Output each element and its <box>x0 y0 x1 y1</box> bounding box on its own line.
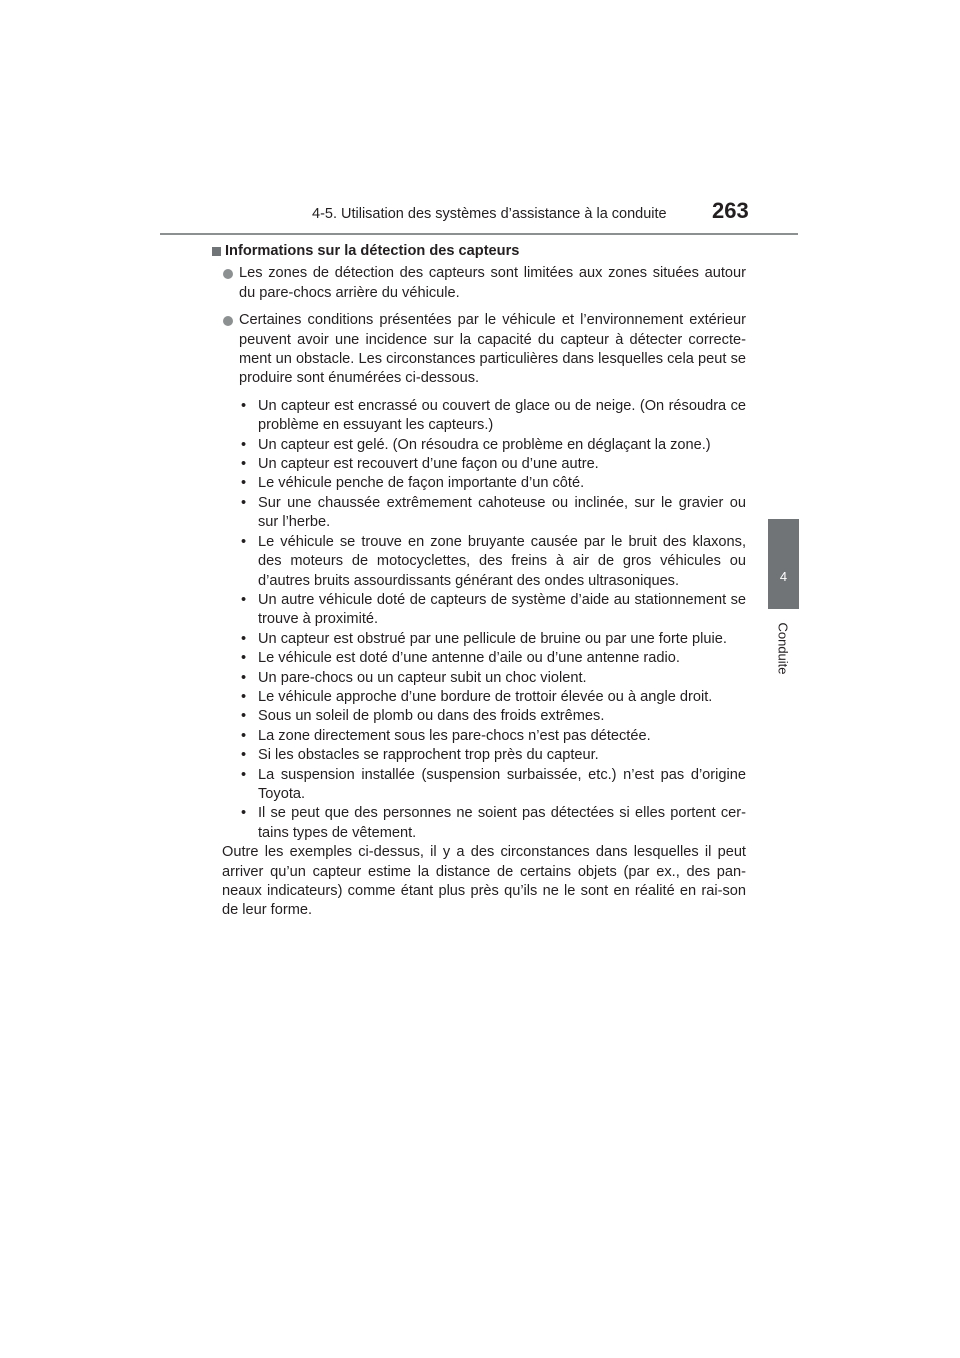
bullet-item <box>222 264 746 303</box>
list-item <box>239 746 746 765</box>
list-item-text: Sous un soleil de plomb ou dans des froids extrêmes. <box>258 708 605 725</box>
list-item-text: Sur une chaussée extrêmement cahoteuse ou inclinée, sur le gravier ou sur l’herbe. <box>258 494 746 531</box>
list-item-text: Un pare-chocs ou un capteur subit un choc violent. <box>258 669 587 686</box>
dot-bullet-icon: • <box>241 650 247 667</box>
dot-bullet-icon: • <box>241 708 247 725</box>
header-title: 4-5. Utilisation des systèmes d’assistance à la conduite <box>312 206 667 222</box>
list-item <box>239 727 746 746</box>
list-item-text: Un capteur est gelé. (On résoudra ce problème en déglaçant la zone.) <box>258 436 711 453</box>
bullet-item <box>222 311 746 389</box>
list-item-text: Le véhicule est doté d’une antenne d’aile ou d’une antenne radio. <box>258 650 680 667</box>
square-bullet-icon <box>212 247 221 256</box>
dot-bullet-icon: • <box>241 630 247 647</box>
circle-bullet-icon <box>223 316 233 326</box>
dot-bullet-icon: • <box>241 805 247 822</box>
list-item <box>239 397 746 436</box>
dot-bullet-icon: • <box>241 475 247 492</box>
header-rule <box>160 233 798 235</box>
list-item-text: La suspension installée (suspension surbaissée, etc.) n’est pas d’origine Toyota. <box>258 766 746 802</box>
dot-bullet-icon: • <box>241 688 247 705</box>
bullet-text: Certaines conditions présentées par le véhicule et l’environnement extérieur peuvent avoir une incidence sur la capacité du capteur à détecter correcte-ment un obstacle. Les circonstances particulières dans lesquelles cela peut se produire sont énumérées ci-dessous. <box>239 312 746 387</box>
list-item-text: Un capteur est obstrué par une pellicule de bruine ou par une forte pluie. <box>258 630 727 647</box>
list-item-text: Si les obstacles se rapprochent trop près du capteur. <box>258 747 599 764</box>
page-content <box>222 242 746 921</box>
dot-bullet-icon: • <box>241 436 247 453</box>
list-item <box>239 707 746 726</box>
list-item-text: Un capteur est encrassé ou couvert de glace ou de neige. (On résoudra ce problème en essuyant les capteurs.) <box>258 397 746 434</box>
dot-bullet-icon: • <box>241 494 247 511</box>
list-item <box>239 436 746 455</box>
conditions-list <box>222 397 746 843</box>
chapter-tab-number: 4 <box>779 569 788 584</box>
section-heading <box>212 242 746 261</box>
section-heading-text: Informations sur la détection des capteurs <box>225 243 520 259</box>
list-item <box>239 688 746 707</box>
list-item-text: Un capteur est recouvert d’une façon ou d’une autre. <box>258 456 599 473</box>
dot-bullet-icon: • <box>241 766 247 783</box>
dot-bullet-icon: • <box>241 727 247 744</box>
list-item-text: La zone directement sous les pare-chocs n’est pas détectée. <box>258 727 651 744</box>
chapter-tab-label: Conduite <box>775 621 791 675</box>
list-item <box>239 630 746 649</box>
list-item <box>239 804 746 843</box>
list-item-text: Le véhicule se trouve en zone bruyante causée par le bruit des klaxons, des moteurs de motocyclettes, des freins à air de gros véhicules ou d’autres bruits assourdissants générant des ondes ultrasoniques. <box>258 533 746 589</box>
list-item-text: Il se peut que des personnes ne soient pas détectées si elles portent cer-tains types de vêtement. <box>258 805 746 841</box>
list-item <box>239 474 746 493</box>
list-item-text: Le véhicule approche d’une bordure de trottoir élevée ou à angle droit. <box>258 688 713 705</box>
closing-paragraph: Outre les exemples ci-dessus, il y a des circonstances dans lesquelles il peut arriver qu’un capteur estime la distance de certains objets (par ex., des pan-neaux indicateurs) comme étant plus près qu’ils ne le sont en réalité en rai-son de leur forme. <box>222 844 746 919</box>
dot-bullet-icon: • <box>241 747 247 764</box>
list-item <box>239 591 746 630</box>
dot-bullet-icon: • <box>241 591 247 608</box>
list-item <box>239 494 746 533</box>
list-item <box>239 649 746 668</box>
dot-bullet-icon: • <box>241 456 247 473</box>
dot-bullet-icon: • <box>241 669 247 686</box>
list-item <box>239 533 746 591</box>
dot-bullet-icon: • <box>241 397 247 414</box>
dot-bullet-icon: • <box>241 533 247 550</box>
bullet-text: Les zones de détection des capteurs sont limitées aux zones situées autour du pare-chocs arrière du véhicule. <box>239 265 746 301</box>
list-item <box>239 766 746 805</box>
list-item-text: Le véhicule penche de façon importante d’un côté. <box>258 475 585 492</box>
list-item-text: Un autre véhicule doté de capteurs de système d’aide au stationnement se trouve à proximité. <box>258 591 746 628</box>
circle-bullet-icon <box>223 269 233 279</box>
page-number: 263 <box>712 198 749 223</box>
list-item <box>239 455 746 474</box>
chapter-tab[interactable] <box>768 519 799 609</box>
list-item <box>239 669 746 688</box>
